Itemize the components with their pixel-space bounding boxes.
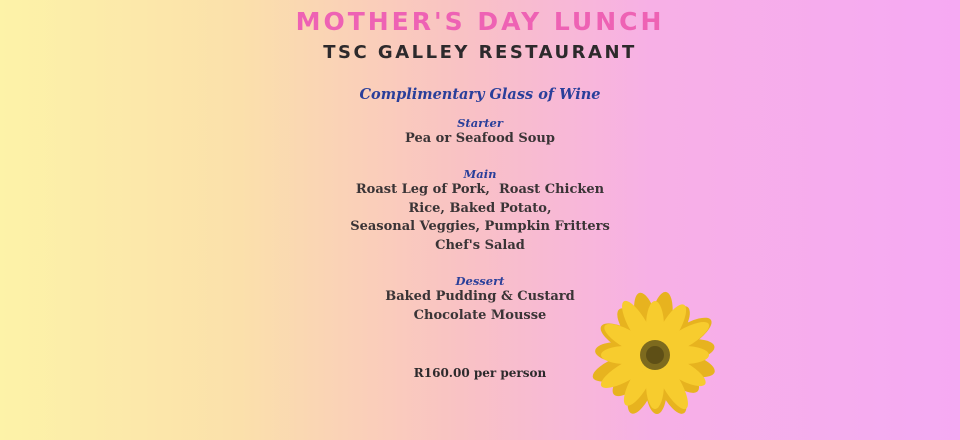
page-title: MOTHER'S DAY LUNCH bbox=[295, 7, 665, 36]
price-per-person: R160.00 per person bbox=[413, 366, 547, 380]
sunflower-icon bbox=[578, 280, 732, 434]
complimentary-wine: Complimentary Glass of Wine bbox=[359, 86, 601, 103]
menu-item: Rice, Baked Potato, bbox=[408, 200, 552, 216]
main-items bbox=[0, 181, 960, 256]
menu-item: Baked Pudding & Custard bbox=[385, 289, 575, 304]
main-heading: Main bbox=[463, 167, 497, 181]
restaurant-name: TSC GALLEY RESTAURANT bbox=[323, 42, 637, 63]
flower-center-inner bbox=[646, 346, 664, 364]
menu-item: Chef's Salad bbox=[435, 238, 525, 254]
starter-items bbox=[0, 130, 960, 149]
menu-item: Roast Leg of Pork, Roast Chicken bbox=[355, 182, 605, 197]
menu-item: Pea or Seafood Soup bbox=[405, 131, 555, 146]
starter-heading: Starter bbox=[457, 116, 503, 130]
menu-item: Seasonal Veggies, Pumpkin Fritters bbox=[350, 219, 610, 235]
dessert-heading: Dessert bbox=[455, 274, 505, 288]
menu-item: Chocolate Mousse bbox=[413, 307, 547, 323]
dessert-items bbox=[0, 288, 960, 325]
